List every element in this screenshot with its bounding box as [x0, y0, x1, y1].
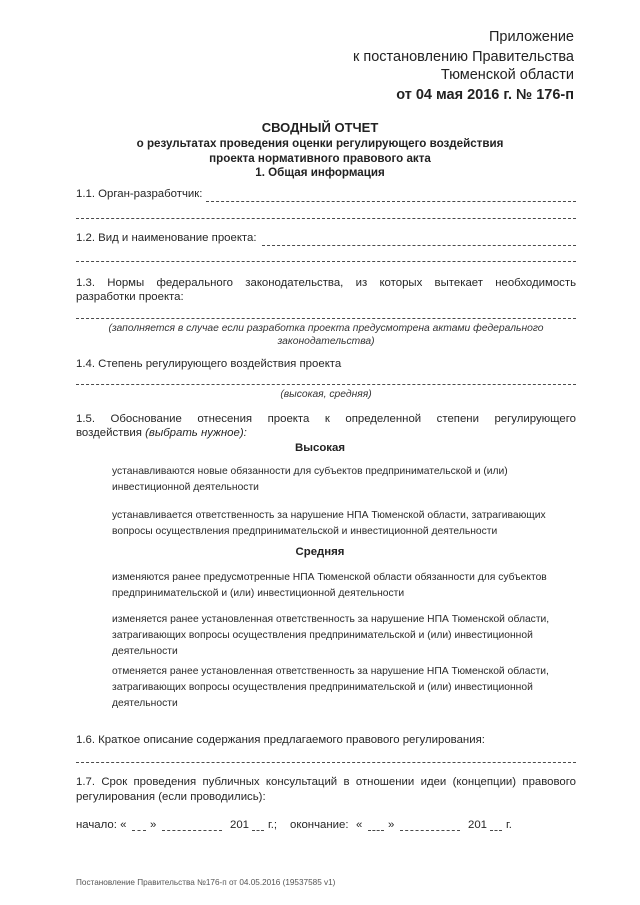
start-quote-close: » [150, 819, 157, 831]
s12-line-2 [76, 261, 576, 262]
medium-option-3: отменяется ранее установленная ответственность за нарушение НПА Тюменской области, затрагивающих вопросы осуществления предпринимательской и (или) инвестиционной деятельности [112, 666, 549, 709]
end-quote-open: « [356, 819, 363, 831]
s13-line-2: разработки проекта: [76, 291, 184, 303]
start-year-prefix: 201 [230, 819, 250, 831]
s15-line-2-main: воздействия [76, 427, 142, 439]
s15-line-1: 1.5. Обоснование отнесения проекта к определенной степени регулирующего [76, 413, 576, 425]
s15-line-2-italic: (выбрать нужное): [145, 427, 247, 439]
start-year-blank [252, 830, 264, 831]
end-year-blank [490, 830, 502, 831]
document-subtitle-2: проекта нормативного правового акта [209, 152, 431, 165]
document-title: СВОДНЫЙ ОТЧЕТ [261, 120, 379, 135]
start-day-blank [132, 830, 146, 831]
footer-document-id: Постановление Правительства №176-п от 04.05.2016 (19537585 v1) [76, 878, 336, 887]
high-option-2: устанавливается ответственность за нарушение НПА Тюменской области, затрагивающих вопросы осуществления предпринимательской и инвестиционной деятельности [112, 510, 546, 537]
document-subtitle: о результатах проведения оценки регулирующего воздействия [136, 137, 504, 150]
s12-label: 1.2. Вид и наименование проекта: [76, 232, 257, 244]
start-month-blank [162, 830, 222, 831]
high-option-1: устанавливаются новые обязанности для субъектов предпринимательской и (или) инвестиционной деятельности [112, 466, 508, 493]
s13-line-fill [76, 318, 576, 319]
s14-note: (высокая, средняя) [280, 389, 372, 400]
s12-line-1 [262, 245, 576, 246]
s11-line-1 [206, 201, 576, 202]
s13-line-1: 1.3. Нормы федерального законодательства, из которых вытекает необходимость [76, 277, 576, 289]
end-year-prefix: 201 [468, 819, 488, 831]
resolution-date: от 04 мая 2016 г. № 176-п [396, 87, 574, 103]
s11-line-2 [76, 218, 576, 219]
s11-label: 1.1. Орган-разработчик: [76, 188, 203, 200]
end-month-blank [400, 830, 460, 831]
s17-line-2: регулирования (если проводились): [76, 791, 266, 803]
high-degree-title: Высокая [295, 442, 345, 454]
s14-line-fill [76, 384, 576, 385]
medium-degree-title: Средняя [295, 546, 345, 558]
end-day-blank [368, 830, 384, 831]
appendix-label: Приложение [488, 29, 574, 45]
end-year-suffix: г. [506, 819, 512, 831]
end-quote-close: » [388, 819, 395, 831]
s17-line-1: 1.7. Срок проведения публичных консультаций в отношении идеи (концепции) правового [76, 776, 576, 788]
s13-note: (заполняется в случае если разработка проекта предусмотрена актами федерального законодательства) [108, 323, 544, 347]
s15-line-2 [76, 426, 247, 441]
start-year-suffix: г.; [268, 819, 278, 831]
section-1-title: 1. Общая информация [255, 166, 385, 179]
s14-label: 1.4. Степень регулирующего воздействия проекта [76, 358, 342, 370]
medium-option-1: изменяются ранее предусмотренные НПА Тюменской области обязанности для субъектов предпринимательской и (или) инвестиционной деятельности [112, 572, 547, 599]
consultation-start-label: начало: « [76, 819, 127, 831]
region-label: Тюменской области [440, 67, 574, 83]
consultation-end-label: окончание: [290, 819, 349, 831]
resolution-label: к постановлению Правительства [353, 49, 574, 65]
s16-line-fill [76, 762, 576, 763]
medium-option-2: изменяется ранее установленная ответственность за нарушение НПА Тюменской области, затрагивающих вопросы осуществления предпринимательской и (или) инвестиционной деятельности [112, 614, 550, 657]
s16-label: 1.6. Краткое описание содержания предлагаемого правового регулирования: [76, 734, 485, 746]
